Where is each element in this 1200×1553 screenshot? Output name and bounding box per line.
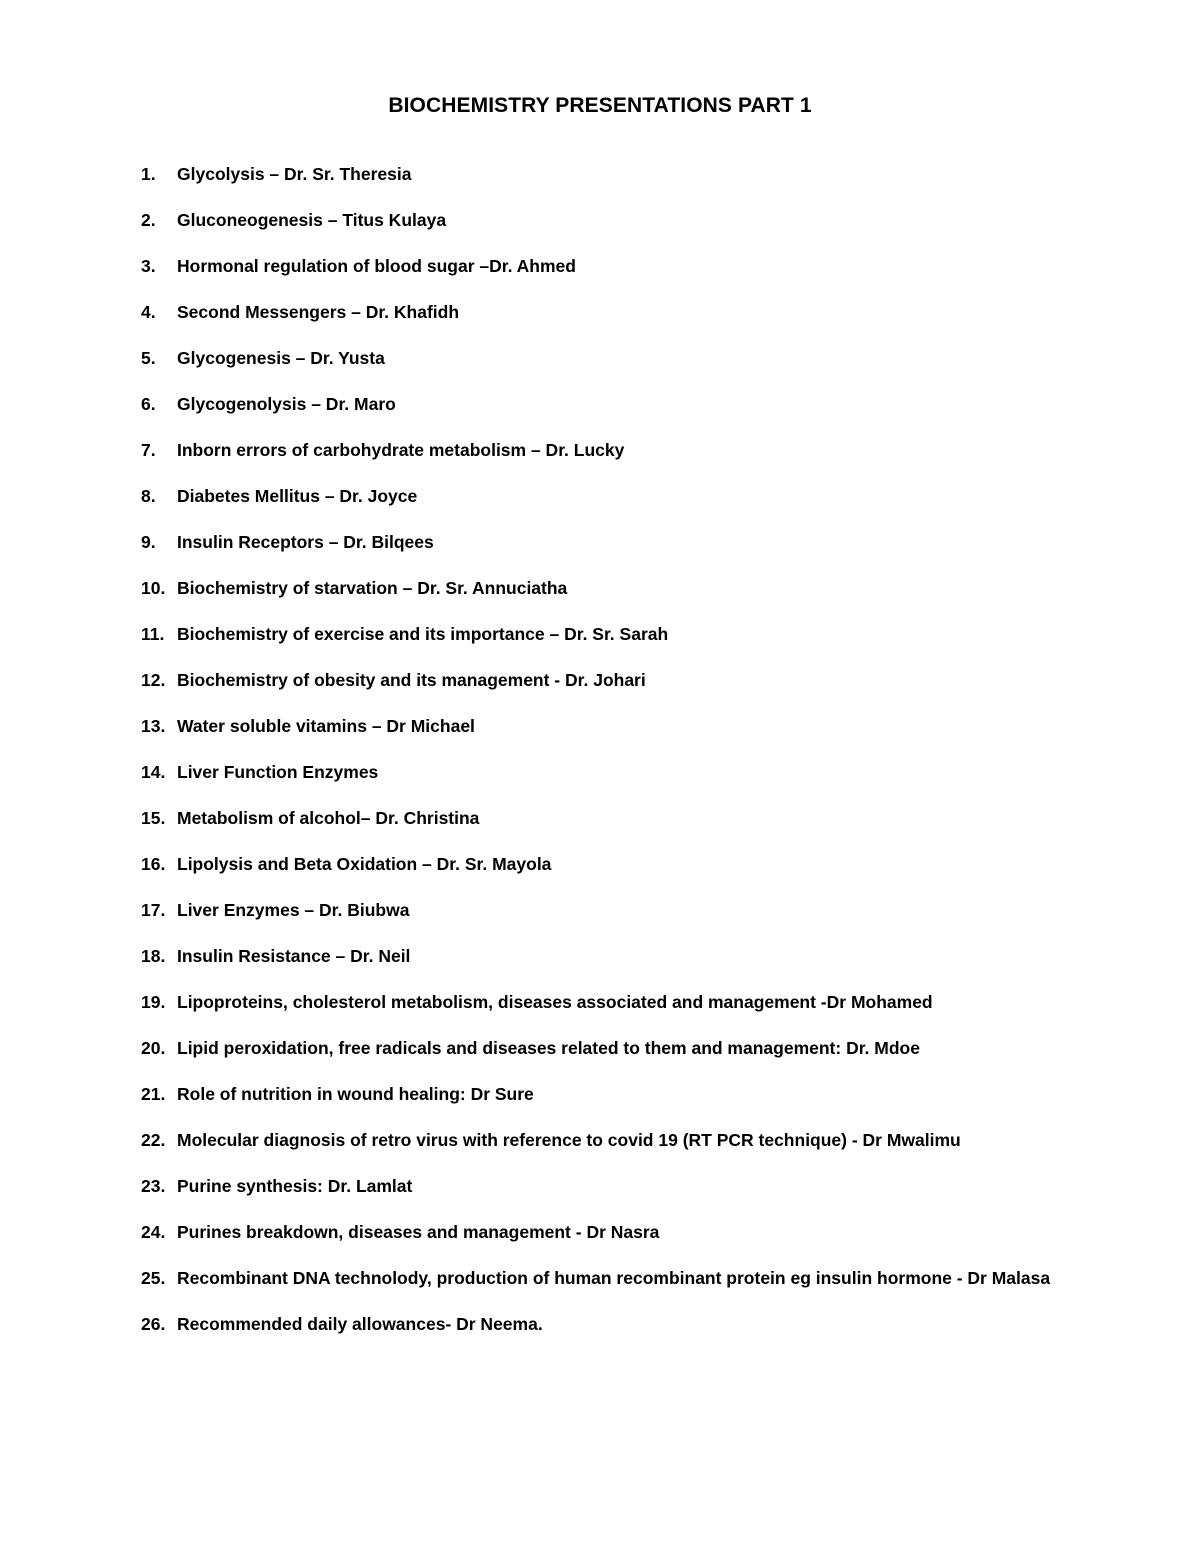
list-item-text: Gluconeogenesis – Titus Kulaya	[177, 210, 447, 230]
list-item	[0, 473, 1200, 519]
list-item-number: 4.	[141, 302, 156, 322]
list-item-number: 12.	[141, 670, 166, 690]
list-item	[0, 1209, 1200, 1255]
list-item	[0, 381, 1200, 427]
list-item	[0, 565, 1200, 611]
list-item-number: 25.	[141, 1268, 166, 1288]
list-item-number: 10.	[141, 578, 166, 598]
list-item-number: 18.	[141, 946, 166, 966]
list-item-number: 17.	[141, 900, 166, 920]
list-item-number: 9.	[141, 532, 156, 552]
list-item	[0, 1163, 1200, 1209]
list-item-number: 2.	[141, 210, 156, 230]
list-item-text: Insulin Receptors – Dr. Bilqees	[177, 532, 434, 552]
list-item-text: Water soluble vitamins – Dr Michael	[177, 716, 475, 736]
list-item-text: Role of nutrition in wound healing: Dr Sure	[177, 1084, 534, 1104]
list-item-text: Liver Enzymes – Dr. Biubwa	[177, 900, 410, 920]
list-item-text: Recommended daily allowances- Dr Neema.	[177, 1314, 543, 1334]
list-item-text: Lipid peroxidation, free radicals and diseases related to them and management: Dr. Mdoe	[177, 1038, 920, 1058]
list-item	[0, 427, 1200, 473]
list-item	[0, 887, 1200, 933]
list-item	[0, 749, 1200, 795]
list-item-text: Biochemistry of exercise and its importance – Dr. Sr. Sarah	[177, 624, 669, 644]
list-item-number: 19.	[141, 992, 166, 1012]
presentation-list	[0, 151, 1200, 1347]
list-item-number: 23.	[141, 1176, 166, 1196]
list-item-number: 22.	[141, 1130, 166, 1150]
list-item-number: 14.	[141, 762, 166, 782]
list-item	[0, 657, 1200, 703]
list-item-number: 8.	[141, 486, 156, 506]
list-item	[0, 979, 1200, 1025]
list-item-text: Purines breakdown, diseases and management - Dr Nasra	[177, 1222, 660, 1242]
list-item	[0, 519, 1200, 565]
list-item	[0, 243, 1200, 289]
list-item-number: 3.	[141, 256, 156, 276]
list-item-number: 11.	[141, 624, 165, 644]
list-item-text: Second Messengers – Dr. Khafidh	[177, 302, 460, 322]
list-item-number: 15.	[141, 808, 166, 828]
list-item-text: Glycogenolysis – Dr. Maro	[177, 394, 396, 414]
list-item-number: 13.	[141, 716, 166, 736]
list-item	[0, 335, 1200, 381]
list-item-number: 26.	[141, 1314, 166, 1334]
list-item-number: 6.	[141, 394, 156, 414]
list-item-number: 21.	[141, 1084, 166, 1104]
list-item-text: Recombinant DNA technolody, production of human recombinant protein eg insulin hormone - Dr Malasa	[177, 1268, 1051, 1288]
list-item	[0, 1117, 1200, 1163]
list-item	[0, 1071, 1200, 1117]
list-item	[0, 197, 1200, 243]
list-item-number: 24.	[141, 1222, 166, 1242]
list-item-number: 20.	[141, 1038, 166, 1058]
list-item-text: Biochemistry of starvation – Dr. Sr. Annuciatha	[177, 578, 568, 598]
list-item-text: Lipolysis and Beta Oxidation – Dr. Sr. Mayola	[177, 854, 552, 874]
list-item	[0, 1025, 1200, 1071]
list-item-number: 1.	[141, 164, 156, 184]
list-item-number: 16.	[141, 854, 166, 874]
list-item-text: Liver Function Enzymes	[177, 762, 379, 782]
list-item-text: Glycogenesis – Dr. Yusta	[177, 348, 385, 368]
list-item	[0, 933, 1200, 979]
list-item	[0, 1301, 1200, 1347]
list-item-text: Biochemistry of obesity and its management - Dr. Johari	[177, 670, 646, 690]
list-item	[0, 1255, 1200, 1301]
list-item-text: Purine synthesis: Dr. Lamlat	[177, 1176, 413, 1196]
page-title: BIOCHEMISTRY PRESENTATIONS PART 1	[388, 94, 812, 117]
list-item-text: Glycolysis – Dr. Sr. Theresia	[177, 164, 412, 184]
list-item	[0, 703, 1200, 749]
list-item-text: Diabetes Mellitus – Dr. Joyce	[177, 486, 418, 506]
list-item	[0, 289, 1200, 335]
list-item-text: Lipoproteins, cholesterol metabolism, diseases associated and management -Dr Mohamed	[177, 992, 933, 1012]
list-item-text: Molecular diagnosis of retro virus with reference to covid 19 (RT PCR technique) - Dr Mwalimu	[177, 1130, 961, 1150]
list-item-text: Hormonal regulation of blood sugar –Dr. Ahmed	[177, 256, 576, 276]
list-item-text: Metabolism of alcohol– Dr. Christina	[177, 808, 480, 828]
list-item-number: 5.	[141, 348, 156, 368]
list-item	[0, 151, 1200, 197]
list-item	[0, 795, 1200, 841]
list-item-text: Insulin Resistance – Dr. Neil	[177, 946, 411, 966]
list-item-text: Inborn errors of carbohydrate metabolism – Dr. Lucky	[177, 440, 625, 460]
list-item-number: 7.	[141, 440, 156, 460]
list-item	[0, 841, 1200, 887]
list-item	[0, 611, 1200, 657]
